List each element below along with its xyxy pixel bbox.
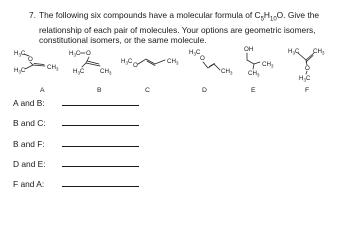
struct-c-ch3: $CH_3$: [167, 58, 179, 66]
answer-label-bf: B and F:: [13, 139, 45, 149]
structure-f: [288, 48, 325, 94]
struct-f-oxygen: O: [305, 65, 310, 72]
answer-label-de: D and E:: [13, 159, 46, 169]
answer-field-ab[interactable]: [62, 105, 139, 106]
structure-a: [14, 50, 59, 94]
struct-a-ch3: $CH_3$: [47, 64, 59, 72]
struct-a-label: A: [40, 87, 45, 94]
struct-e-ch3-bottom: $CH_3$: [248, 70, 260, 78]
struct-b-label: B: [97, 87, 102, 94]
answer-field-fa[interactable]: [62, 186, 139, 187]
structure-b: [69, 50, 112, 94]
struct-b-h3c-top: $H_3C$: [69, 50, 81, 58]
answer-field-bc[interactable]: [62, 125, 139, 126]
struct-d-h3c: $H_3C$: [189, 49, 201, 57]
struct-d-oxygen: O: [200, 55, 205, 62]
struct-e-oh: OH: [244, 46, 254, 53]
struct-a-h3c-bottom: $H_3C$: [14, 67, 26, 75]
answer-label-ab: A and B:: [13, 98, 45, 108]
struct-f-h3c-bottom: $H_3C$: [299, 75, 311, 83]
question-number: 7.: [29, 10, 36, 20]
struct-e-label: E: [251, 87, 256, 94]
struct-c-oxygen: O: [133, 62, 138, 69]
answer-field-de[interactable]: [62, 166, 139, 167]
struct-f-label: F: [305, 87, 310, 94]
structure-e: [244, 46, 274, 94]
struct-e-ch3-right: $CH_3$: [262, 61, 274, 69]
structure-c: [121, 58, 179, 94]
struct-d-ch3: $CH_3$: [221, 68, 233, 76]
struct-d-label: D: [202, 87, 207, 94]
answer-label-fa: F and A:: [13, 179, 45, 189]
answer-field-bf[interactable]: [62, 146, 139, 147]
struct-c-label: C: [145, 87, 150, 94]
struct-c-h3c: $H_3C$: [121, 58, 133, 66]
struct-b-ch3: $CH_3$: [100, 68, 112, 76]
question-prompt: The following six compounds have a molecular formula of $C_5H_{10}O$. Give the relationship of each pair of molecules. Your options are geometric isomers, constitutional isomers, or the same molecule.: [39, 10, 320, 46]
structure-d: [189, 49, 233, 94]
struct-a-h3c-top: $H_3C$: [14, 50, 26, 58]
struct-a-oxygen: O: [28, 56, 33, 63]
struct-b-h3c-bottom: $H_3C$: [73, 68, 85, 76]
answer-label-bc: B and C:: [13, 118, 46, 128]
struct-b-oxygen: O: [86, 50, 91, 57]
struct-f-ch3: $CH_3$: [313, 48, 325, 56]
struct-f-h3c: $H_3C$: [288, 48, 300, 56]
